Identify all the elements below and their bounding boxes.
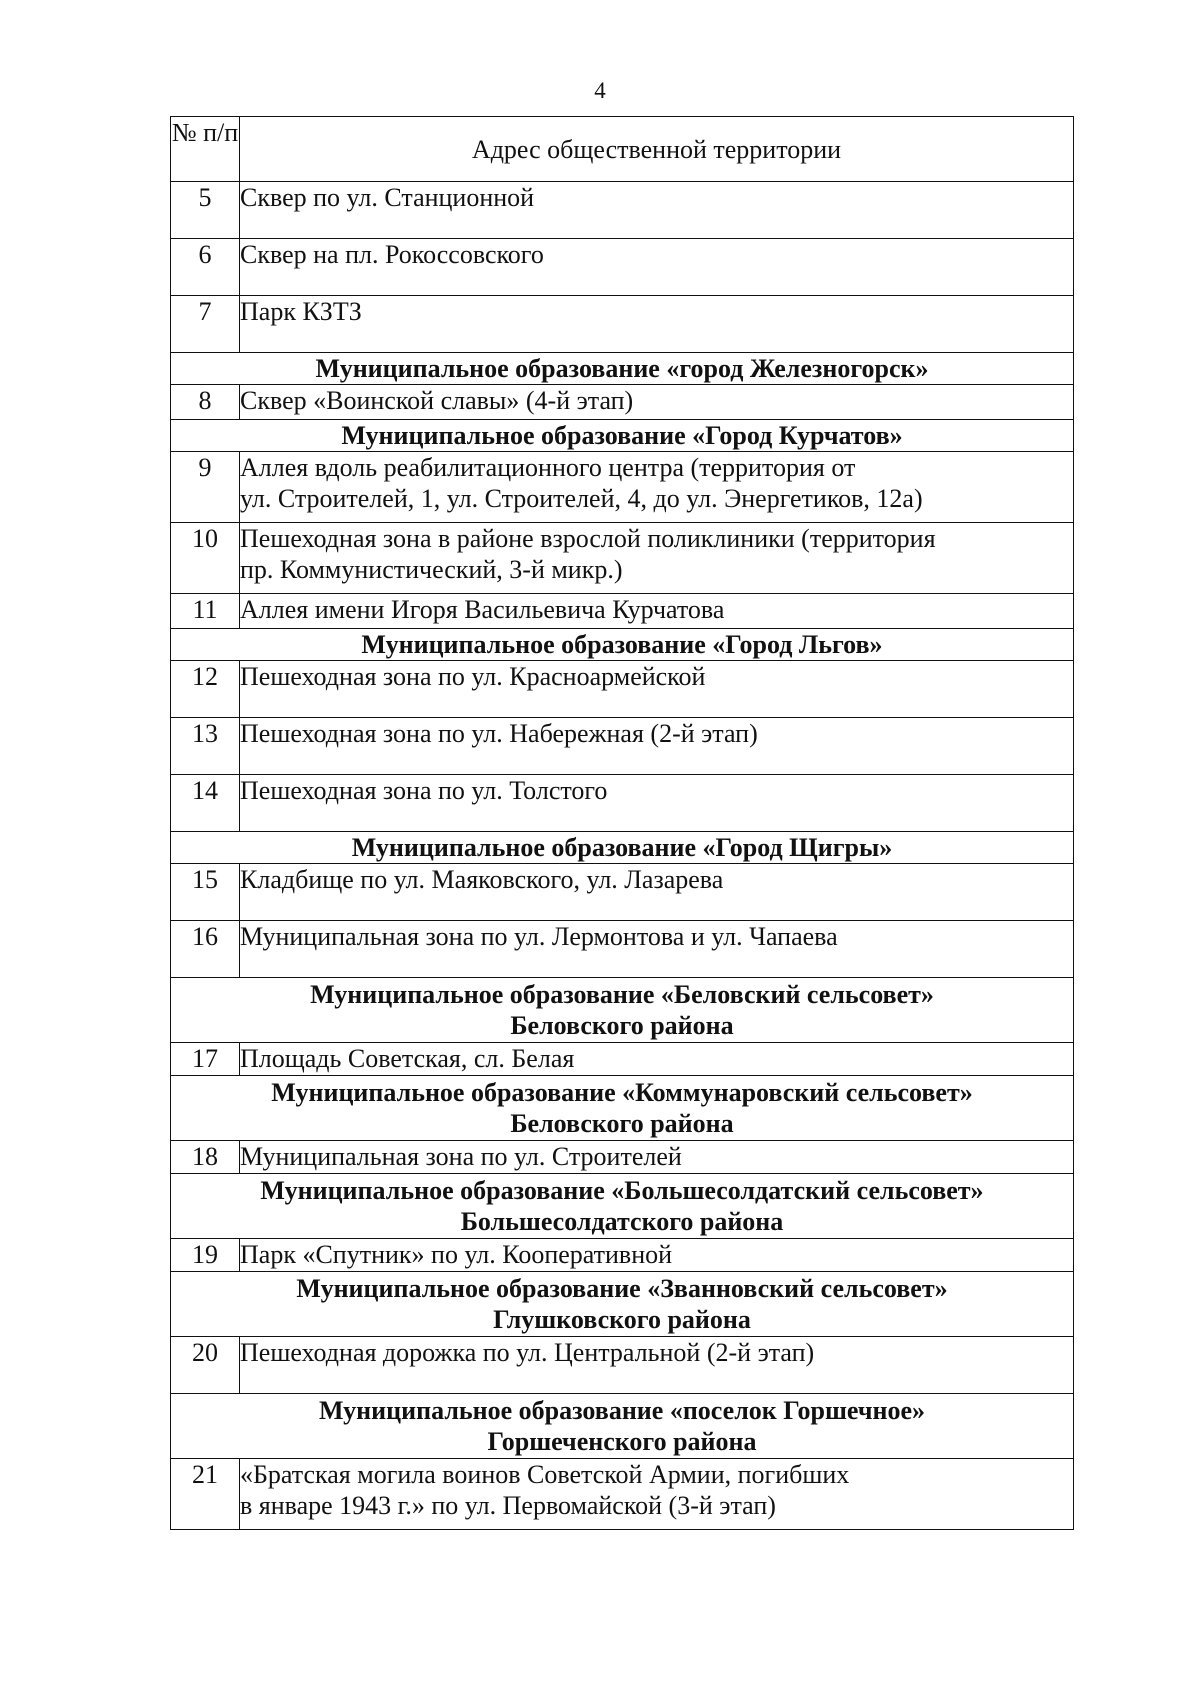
territory-address: Сквер «Воинской славы» (4-й этап): [240, 385, 1074, 420]
row-number: 8: [171, 385, 240, 420]
municipality-title: Муниципальное образование «Город Щигры»: [171, 832, 1074, 864]
text-line: Глушковского района: [493, 1305, 751, 1334]
row-number: 7: [171, 296, 240, 353]
territory-address: Муниципальная зона по ул. Строителей: [240, 1141, 1074, 1174]
row-number: 14: [171, 775, 240, 832]
territory-address: [240, 1459, 1074, 1530]
municipality-title: Муниципальное образование «Город Курчатов»: [171, 420, 1074, 452]
territory-address: Парк КЗТЗ: [240, 296, 1074, 353]
territory-address: Пешеходная зона по ул. Набережная (2-й этап): [240, 718, 1074, 775]
table-row: [171, 1459, 1074, 1530]
territory-address: Муниципальная зона по ул. Лермонтова и ул. Чапаева: [240, 921, 1074, 978]
row-number: 10: [171, 523, 240, 594]
row-number: 9: [171, 452, 240, 523]
row-number: 21: [171, 1459, 240, 1530]
territory-address: Аллея имени Игоря Васильевича Курчатова: [240, 594, 1074, 629]
table-row: [171, 385, 1074, 420]
table-row: [171, 523, 1074, 594]
territory-address: [240, 452, 1074, 523]
table-row: [171, 661, 1074, 718]
text-line: Муниципальное образование «поселок Горшечное»: [318, 1396, 926, 1425]
text-line: Беловского района: [510, 1109, 734, 1138]
text-line: пр. Коммунистический, 3-й микр.): [240, 555, 623, 584]
territory-table-body: [171, 117, 1074, 1530]
municipality-title: [171, 978, 1074, 1043]
row-number: 19: [171, 1239, 240, 1272]
row-number: 17: [171, 1043, 240, 1076]
territory-address: Кладбище по ул. Маяковского, ул. Лазарева: [240, 864, 1074, 921]
municipality-title: [171, 1272, 1074, 1337]
territory-table: [170, 116, 1074, 1530]
row-number: 12: [171, 661, 240, 718]
table-row: [171, 864, 1074, 921]
section-header-row: [171, 1076, 1074, 1141]
text-line: Муниципальное образование «Званновский сельсовет»: [296, 1274, 948, 1303]
row-number: 5: [171, 182, 240, 239]
table-row: [171, 775, 1074, 832]
row-number: 13: [171, 718, 240, 775]
municipality-title: Муниципальное образование «город Железногорск»: [171, 353, 1074, 385]
section-header-row: [171, 1174, 1074, 1239]
text-line: Горшеченского района: [487, 1427, 757, 1456]
table-row: [171, 1141, 1074, 1174]
row-number: 15: [171, 864, 240, 921]
text-line: Муниципальное образование «Беловский сельсовет»: [310, 980, 934, 1009]
table-row: [171, 296, 1074, 353]
table-row: [171, 1043, 1074, 1076]
territory-address: Сквер по ул. Станционной: [240, 182, 1074, 239]
text-line: Беловского района: [510, 1011, 734, 1040]
section-header-row: [171, 1272, 1074, 1337]
section-header-row: [171, 978, 1074, 1043]
page-number: 4: [594, 78, 606, 103]
municipality-title: Муниципальное образование «Город Льгов»: [171, 629, 1074, 661]
table-header-row: [171, 117, 1074, 182]
table-row: [171, 452, 1074, 523]
municipality-title: [171, 1076, 1074, 1141]
header-number-cell: № п/п: [171, 117, 240, 182]
text-line: Пешеходная зона в районе взрослой поликлиники (территория: [240, 524, 936, 553]
row-number: 6: [171, 239, 240, 296]
table-row: [171, 239, 1074, 296]
section-header-row: [171, 353, 1074, 385]
table-row: [171, 182, 1074, 239]
text-line: ул. Строителей, 1, ул. Строителей, 4, до ул. Энергетиков, 12а): [240, 484, 923, 513]
table-row: [171, 1239, 1074, 1272]
territory-address: Парк «Спутник» по ул. Кооперативной: [240, 1239, 1074, 1272]
row-number: 16: [171, 921, 240, 978]
territory-address: Пешеходная зона по ул. Красноармейской: [240, 661, 1074, 718]
section-header-row: [171, 832, 1074, 864]
territory-address: [240, 523, 1074, 594]
text-line: Муниципальное образование «Большесолдатский сельсовет»: [260, 1176, 984, 1205]
territory-address: Пешеходная дорожка по ул. Центральной (2-й этап): [240, 1337, 1074, 1394]
section-header-row: [171, 420, 1074, 452]
table-row: [171, 718, 1074, 775]
section-header-row: [171, 1394, 1074, 1459]
row-number: 18: [171, 1141, 240, 1174]
territory-address: Сквер на пл. Рокоссовского: [240, 239, 1074, 296]
text-line: «Братская могила воинов Советской Армии, погибших: [240, 1460, 850, 1489]
text-line: Муниципальное образование «Коммунаровский сельсовет»: [271, 1078, 973, 1107]
territory-address: Пешеходная зона по ул. Толстого: [240, 775, 1074, 832]
section-header-row: [171, 629, 1074, 661]
text-line: в январе 1943 г.» по ул. Первомайской (3-й этап): [240, 1491, 776, 1520]
text-line: Аллея вдоль реабилитационного центра (территория от: [240, 453, 856, 482]
municipality-title: [171, 1394, 1074, 1459]
header-address-cell: Адрес общественной территории: [240, 117, 1074, 182]
table-row: [171, 921, 1074, 978]
territory-address: Площадь Советская, сл. Белая: [240, 1043, 1074, 1076]
municipality-title: [171, 1174, 1074, 1239]
row-number: 20: [171, 1337, 240, 1394]
table-row: [171, 1337, 1074, 1394]
text-line: Большесолдатского района: [460, 1207, 784, 1236]
table-row: [171, 594, 1074, 629]
row-number: 11: [171, 594, 240, 629]
